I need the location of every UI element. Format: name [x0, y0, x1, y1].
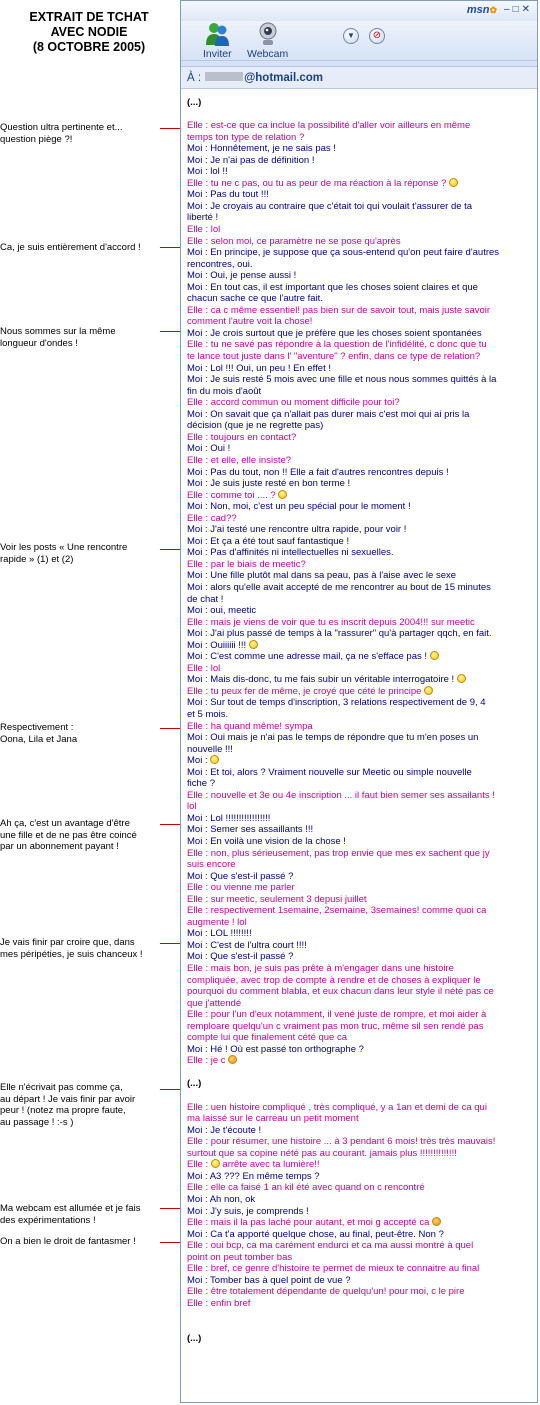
message-text: Elle : tu ne c pas, ou tu as peur de ma réaction à la réponse ?: [187, 177, 449, 189]
message-text: Moi : Oui, je pense aussi !: [187, 270, 297, 282]
message-moi: [187, 570, 531, 582]
message-text: Elle : mais je viens de voir que tu es inscrit depuis 2004!!! sur meetic: [187, 616, 475, 628]
message-text: (...): [187, 97, 202, 108]
block-button[interactable]: [369, 28, 385, 44]
message-text: Moi : Ca t'a apporté quelque chose, au final, peut-être. Non ?: [187, 1228, 444, 1240]
webcam-icon: [256, 21, 280, 47]
message-elle: [187, 316, 531, 328]
message-elle: [187, 905, 531, 917]
message-text: Elle : être totalement dépendante de quelqu'un! pour moi, c le pire: [187, 1286, 465, 1298]
message-elle: [187, 455, 531, 467]
message-text: Moi : Je suis juste resté en bon terme !: [187, 478, 351, 490]
to-label: À :: [187, 72, 202, 84]
message-moi: [187, 836, 531, 848]
message-text: pourquoi du comment blabla, et eux chacun dans leur style il nété pas ce: [187, 986, 494, 998]
message-text: Moi : Pas d'affinités ni intellectuelles ni sexuelles.: [187, 547, 394, 559]
message-text: que j'attendé: [187, 997, 242, 1009]
page-title-line: EXTRAIT DE TCHAT: [29, 10, 149, 24]
message-elle: [187, 1298, 531, 1310]
message-moi: [187, 651, 531, 663]
message-text: Moi : On savait que ça n'allait pas durer mais c'est moi qui ai pris la: [187, 408, 470, 420]
message-elle: [187, 790, 531, 802]
message-text: Elle : je c: [187, 1055, 229, 1067]
toolbar: [181, 21, 537, 61]
message-text: Moi : Lol !!! Oui, un peu ! En effet !: [187, 362, 331, 374]
ellipsis-marker: [187, 97, 531, 109]
annotation-line: des expérimentations !: [0, 1214, 96, 1226]
message-moi: [187, 871, 531, 883]
message-text: Elle : ha quand même! sympa: [187, 720, 313, 732]
message-moi: [187, 374, 531, 386]
message-text: Elle : accord commun ou moment difficile pour toi?: [187, 397, 400, 409]
message-elle: [187, 1055, 531, 1067]
message-moi: [187, 674, 531, 686]
message-moi: [187, 1171, 531, 1183]
message-text: Moi : LOL !!!!!!!!: [187, 928, 252, 940]
message-text: Moi : Non, moi, c'est un peu spécial pour le moment !: [187, 501, 411, 513]
message-elle: [187, 975, 531, 987]
message-text: remploare quelqu'un c vraiment pas mon truc, même sil sen rendé pas: [187, 1020, 484, 1032]
message-moi: [187, 536, 531, 548]
message-moi: [187, 744, 531, 756]
recipient-bar: [181, 67, 537, 89]
message-moi: [187, 640, 531, 652]
message-elle: [187, 490, 531, 502]
message-text: Elle : elle ca faisé 1 an kil été avec quand on c rencontré: [187, 1182, 425, 1194]
message-elle: [187, 397, 531, 409]
webcam-button[interactable]: [247, 21, 288, 60]
smiley-icon: [449, 178, 458, 187]
message-elle: [187, 559, 531, 571]
message-text: Moi :: [187, 755, 211, 767]
message-text: Moi : C'est de l'ultra court !!!!: [187, 939, 307, 951]
message-text: Elle : bref, ce genre d'histoire te permet de mieux te connaitre au final: [187, 1263, 480, 1275]
message-elle: [187, 801, 531, 813]
message-text: comment l'autre voit la chose!: [187, 316, 313, 328]
smiley-icon: [211, 1159, 220, 1168]
message-moi: [187, 420, 531, 432]
recipient-domain: @hotmail.com: [244, 72, 324, 84]
message-text: Elle : tu peux fer de même, je croyé que cété le principe: [187, 685, 425, 697]
message-moi: [187, 767, 531, 779]
message-text: chacun sache ce que l'autre fait.: [187, 293, 323, 305]
message-moi: [187, 582, 531, 594]
ellipsis-marker: [187, 1333, 531, 1345]
message-elle: [187, 305, 531, 317]
message-text: Elle : comme toi .... ?: [187, 489, 279, 501]
message-moi: [187, 247, 531, 259]
annotation-line: une fille et de ne pas être coincé: [0, 829, 137, 841]
smiley-icon: [210, 755, 219, 764]
message-elle: [187, 1252, 531, 1264]
message-text: Moi : Je suis resté 5 mois avec une fille et nous nous sommes quittés à la: [187, 374, 497, 386]
message-elle: [187, 721, 531, 733]
message-text: Moi : Que s'est-il passé ?: [187, 870, 294, 882]
message-text: Moi : En voilà une vision de la chose !: [187, 836, 346, 847]
window-controls: [504, 4, 533, 15]
message-moi: [187, 524, 531, 536]
message-text: Moi : lol !!: [187, 166, 228, 178]
message-text: Elle : oui bcp, ca ma carément endurci et ca ma aussi montré à quel: [187, 1240, 474, 1252]
message-text: Moi : C'est comme une adresse mail, ça ne s'efface pas !: [187, 651, 430, 663]
message-text: Moi : J'ai testé une rencontre ultra rapide, pour voir !: [187, 524, 407, 536]
message-text: Elle : tu ne savé pas répondre à la question de l'infidélité, c donc que tu: [187, 339, 487, 351]
message-text: Elle : pour l'un d'eux notamment, il vené juste de rompre, et moi aider à: [187, 1009, 487, 1021]
message-elle: [187, 351, 531, 363]
message-elle: [187, 132, 531, 144]
message-elle: [187, 917, 531, 929]
annotation-line: Ah ça, c'est un avantage d'être: [0, 818, 130, 829]
annotation-note: [0, 542, 158, 565]
message-text: Moi : J'y suis, je comprends !: [187, 1205, 309, 1217]
annotation-line: Je vais finir par croire que, dans: [0, 937, 135, 948]
message-moi: [187, 547, 531, 559]
message-text: Elle : toujours en contact?: [187, 431, 297, 443]
message-elle: [187, 1102, 531, 1114]
message-elle: [187, 339, 531, 351]
message-text: surtout que sa copine nété pas au courant. jamais plus !!!!!!!!!!!!!!: [187, 1147, 457, 1159]
message-elle: [187, 848, 531, 860]
message-text: Elle : uen histoire compliqué , très compliqué, y a 1an et demi de ca qui: [187, 1101, 487, 1113]
annotation-line: Ma webcam est allumée et je fais: [0, 1203, 141, 1214]
message-text: Elle : ca c même essentiel! pas bien sur de savoir tout, mais juste savoir: [187, 304, 491, 316]
annotation-line: question piège ?!: [0, 133, 73, 145]
webcam-label: Webcam: [247, 48, 289, 60]
message-text: Moi : Semer ses assaillants !!!: [187, 824, 314, 836]
message-moi: [187, 940, 531, 952]
message-elle: [187, 859, 531, 871]
message-elle: [187, 178, 531, 190]
message-text: Moi : Sur tout de temps d'inscription, 3 relations respectivement de 9, 4: [187, 697, 486, 709]
annotation-line: On a bien le droit de fantasmer !: [0, 1236, 136, 1247]
message-text: Elle : mais bon, je suis pas prête à m'engager dans une histoire: [187, 963, 454, 975]
smiley-icon: [457, 674, 466, 683]
message-text: Moi : Et toi, alors ? Vraiment nouvelle sur Meetic ou simple nouvelle: [187, 766, 472, 778]
message-elle: [187, 986, 531, 998]
message-moi: [187, 212, 531, 224]
message-text: (...): [187, 1078, 202, 1090]
message-text: Moi : Hé ! Où est passé ton orthographe ?: [187, 1043, 364, 1055]
message-text: Moi : Honnêtement, je ne sais pas !: [187, 143, 336, 155]
annotation-line: Question ultra pertinente et...: [0, 122, 123, 133]
message-text: suis encore: [187, 859, 236, 871]
message-text: Elle : non, plus sérieusement, pas trop envie que mes ex sachent que jy: [187, 847, 490, 859]
message-moi: [187, 1206, 531, 1218]
annotation-line: rapide » (1) et (2): [0, 553, 74, 565]
message-text: liberté !: [187, 212, 219, 224]
message-moi: [187, 293, 531, 305]
minimize-icon[interactable]: –: [504, 4, 513, 15]
message-text: Elle : pour résumer, une histoire ... à 3 pendant 6 mois! très très mauvais!: [187, 1136, 496, 1148]
message-elle: [187, 1286, 531, 1298]
msn-logo: msn✿: [466, 4, 497, 16]
smiley-icon: [278, 490, 287, 499]
message-moi: [187, 1044, 531, 1056]
message-moi: [187, 605, 531, 617]
message-elle: [187, 617, 531, 629]
message-text: Moi : Je crois surtout que je préfère que les choses soient spontanées: [187, 327, 482, 339]
message-moi: [187, 1275, 531, 1287]
message-elle: [187, 686, 531, 698]
message-text: Moi : Une fille plutôt mal dans sa peau, pas à l'aise avec le sexe: [187, 570, 457, 582]
annotation-line: Nous sommes sur la même: [0, 326, 116, 337]
message-text: rencontres, oui.: [187, 258, 253, 270]
message-elle: [187, 1009, 531, 1021]
message-text: Moi : Tomber bas à quel point de vue ?: [187, 1274, 351, 1286]
message-moi: [187, 1125, 531, 1137]
annotation-line: Elle n'écrivait pas comme ça,: [0, 1082, 123, 1093]
message-text: te lance tout juste dans l' "aventure" ? enfin, dans ce type de relation?: [187, 351, 481, 363]
annotation-line: au départ ! Je vais finir par avoir: [0, 1093, 136, 1105]
annotation-note: [0, 1082, 158, 1128]
message-elle: [187, 432, 531, 444]
message-elle: [187, 663, 531, 675]
message-elle: [187, 1032, 531, 1044]
smiley-icon: [424, 686, 433, 695]
chat-transcript: [187, 97, 531, 1402]
message-elle: [187, 963, 531, 975]
message-text: Moi : Lol !!!!!!!!!!!!!!!!!: [187, 812, 271, 824]
message-text: Elle : enfin bref: [187, 1297, 251, 1309]
message-text: Elle : par le biais de meetic?: [187, 558, 306, 570]
message-text: et 5 mois.: [187, 708, 229, 720]
message-text: Moi : Que s'est-il passé ?: [187, 951, 294, 963]
message-elle: [187, 1182, 531, 1194]
message-text: Elle : ou vienne me parler: [187, 882, 295, 894]
message-text: Moi : alors qu'elle avait accepté de me rencontrer au bout de 15 minutes: [187, 581, 491, 593]
message-moi: [187, 824, 531, 836]
chat-window: [180, 0, 538, 1403]
message-moi: [187, 155, 531, 167]
message-moi: [187, 1229, 531, 1241]
message-text: Elle : mais il la pas laché pour autant, et moi g accepté ca: [187, 1217, 433, 1229]
message-elle: [187, 1240, 531, 1252]
blushing-smiley-icon: [432, 1217, 441, 1226]
message-moi: [187, 697, 531, 709]
message-text: nouvelle !!!: [187, 743, 233, 755]
message-moi: [187, 628, 531, 640]
message-text: Moi : oui, meetic: [187, 605, 257, 617]
message-text: Moi : Oui !: [187, 443, 231, 455]
message-text: Moi : Pas du tout, non !! Elle a fait d'autres rencontres depuis !: [187, 466, 449, 478]
message-text: compte lui que finalement cété que ca: [187, 1032, 348, 1044]
message-elle: [187, 1148, 531, 1160]
invite-button[interactable]: [203, 21, 232, 60]
message-elle: [187, 224, 531, 236]
message-elle: [187, 1113, 531, 1125]
block-icon: ⊘: [372, 30, 382, 41]
message-elle: [187, 1136, 531, 1148]
page-title-line: AVEC NODIE: [50, 25, 128, 39]
annotation-line: mes péripéties, je suis chanceux !: [0, 948, 143, 960]
chat-spacer: [187, 1067, 531, 1079]
message-moi: [187, 467, 531, 479]
message-elle: [187, 894, 531, 906]
message-elle: [187, 1021, 531, 1033]
message-moi: [187, 443, 531, 455]
message-text-after: arrête avec ta lumière!!: [219, 1159, 320, 1171]
message-moi: [187, 709, 531, 721]
ellipsis-marker: [187, 1078, 531, 1090]
page-title: [0, 10, 178, 55]
blushing-smiley-icon: [228, 1055, 237, 1064]
message-moi: [187, 813, 531, 825]
annotation-line: peur ! (notez ma propre faute,: [0, 1105, 126, 1116]
butterfly-icon: ✿: [489, 5, 497, 15]
message-text: Elle : selon moi, ce paramètre ne se pose qu'après: [187, 235, 401, 247]
message-moi: [187, 755, 531, 767]
message-text: point on peut tomber bas: [187, 1251, 293, 1263]
message-moi: [187, 328, 531, 340]
message-text: Moi : Ah non, ok: [187, 1193, 256, 1205]
annotation-note: [0, 937, 158, 960]
message-moi: [187, 409, 531, 421]
invite-label: Inviter: [203, 48, 232, 60]
message-text: fiche ?: [187, 778, 215, 790]
message-text: Moi : A3 ??? En même temps ?: [187, 1170, 320, 1182]
page-title-line: (8 OCTOBRE 2005): [32, 40, 146, 54]
message-text: Moi : Et ça a été tout sauf fantastique !: [187, 535, 350, 547]
redacted-email: [205, 72, 243, 81]
smiley-icon: [249, 640, 258, 649]
message-text: Moi : Je croyais au contraire que c'était toi qui voulait t'assurer de ta: [187, 200, 473, 212]
message-text: Elle : et elle, elle insiste?: [187, 454, 292, 466]
annotation-line: Ca, je suis entièrement d'accord !: [0, 242, 141, 253]
chat-spacer: [187, 109, 531, 121]
message-elle: [187, 236, 531, 248]
message-moi: [187, 778, 531, 790]
message-text: Moi : En tout cas, il est important que les choses soient claires et que: [187, 281, 478, 293]
annotation-line: au passage ! :-s ): [0, 1116, 74, 1128]
message-text: temps ton type de relation ?: [187, 131, 305, 143]
smiley-icon: [430, 651, 439, 660]
message-text: Moi : Je n'ai pas de définition !: [187, 154, 315, 166]
annotation-note: [0, 122, 158, 145]
message-moi: [187, 259, 531, 271]
invite-icon: [205, 21, 229, 47]
message-text: Moi : Mais dis-donc, tu me fais subir un véritable interrogatoire !: [187, 674, 457, 686]
annotation-line: Voir les posts « Une rencontre: [0, 542, 128, 553]
message-moi: [187, 201, 531, 213]
message-moi: [187, 386, 531, 398]
message-text: (...): [187, 1332, 202, 1344]
message-moi: [187, 732, 531, 744]
message-elle: [187, 1159, 531, 1171]
title-bar: [181, 1, 537, 21]
message-text: Elle : nouvelle et 3e ou 4e inscription ... il faut bien semer ses assailants !: [187, 789, 495, 801]
message-text: compliquée, avec trop de compte à rendre et de choses à expliquer le: [187, 974, 481, 986]
message-moi: [187, 189, 531, 201]
message-elle: [187, 1217, 531, 1229]
message-moi: [187, 501, 531, 513]
chat-spacer: [187, 1321, 531, 1333]
close-icon[interactable]: ✕: [521, 4, 533, 15]
message-text: Elle :: [187, 1159, 211, 1171]
message-elle: [187, 882, 531, 894]
message-text: décision (que je ne regrette pas): [187, 420, 324, 432]
message-text: Elle : cad??: [187, 512, 237, 524]
chat-spacer: [187, 1309, 531, 1321]
message-text: Elle : respectivement 1semaine, 2semaine, 3semaines! comme quoi ca: [187, 905, 487, 917]
chat-spacer: [187, 1090, 531, 1102]
more-options-button[interactable]: [343, 28, 359, 44]
message-text: Elle : sur meetic, seulement 3 depusi juillet: [187, 893, 367, 905]
message-text: Moi : Je t'écoute !: [187, 1124, 262, 1136]
chevron-down-icon: ▼: [347, 31, 355, 40]
message-elle: [187, 1263, 531, 1275]
annotation-note: [0, 818, 158, 853]
message-moi: [187, 1194, 531, 1206]
message-moi: [187, 478, 531, 490]
annotation-note: [0, 1203, 158, 1226]
message-moi: [187, 270, 531, 282]
message-elle: [187, 998, 531, 1010]
message-moi: [187, 594, 531, 606]
message-text: Moi : Oui mais je n'ai pas le temps de répondre que tu m'en poses un: [187, 732, 479, 744]
message-moi: [187, 951, 531, 963]
message-text: augmente ! lol: [187, 916, 247, 928]
annotation-note: [0, 326, 158, 349]
annotation-line: par un abonnement payant !: [0, 841, 119, 852]
annotation-note: [0, 722, 158, 745]
message-moi: [187, 363, 531, 375]
message-text: Moi : En principe, je suppose que ça sous-entend qu'on peut faire d'autres: [187, 247, 500, 259]
message-text: Moi : J'ai plus passé de temps à la "rassurer" qu'à partager qqch, en fait.: [187, 628, 492, 640]
annotation-line: Oona, Lila et Jana: [0, 733, 78, 745]
annotation-line: longueur d'ondes !: [0, 337, 78, 349]
annotation-note: [0, 242, 158, 254]
annotation-note: [0, 1236, 158, 1248]
message-text: Elle : lol: [187, 224, 221, 236]
message-moi: [187, 282, 531, 294]
message-text: lol: [187, 801, 197, 813]
message-text: de chat !: [187, 593, 224, 605]
message-text: ma laissé sur le carreau un petit moment: [187, 1113, 359, 1125]
message-text: fin du mois d'août: [187, 385, 262, 397]
message-elle: [187, 120, 531, 132]
maximize-icon[interactable]: □: [512, 4, 522, 15]
message-text: Moi : Ouiiiiii !!!: [187, 639, 249, 651]
message-moi: [187, 166, 531, 178]
annotation-line: Respectivement :: [0, 722, 74, 733]
message-text: Elle : lol: [187, 662, 221, 674]
message-text: Moi : Pas du tout !!!: [187, 189, 269, 201]
message-elle: [187, 513, 531, 525]
message-moi: [187, 143, 531, 155]
message-moi: [187, 928, 531, 940]
message-text: Elle : est-ce que ca inclue la possibilité d'aller voir ailleurs en même: [187, 120, 471, 132]
